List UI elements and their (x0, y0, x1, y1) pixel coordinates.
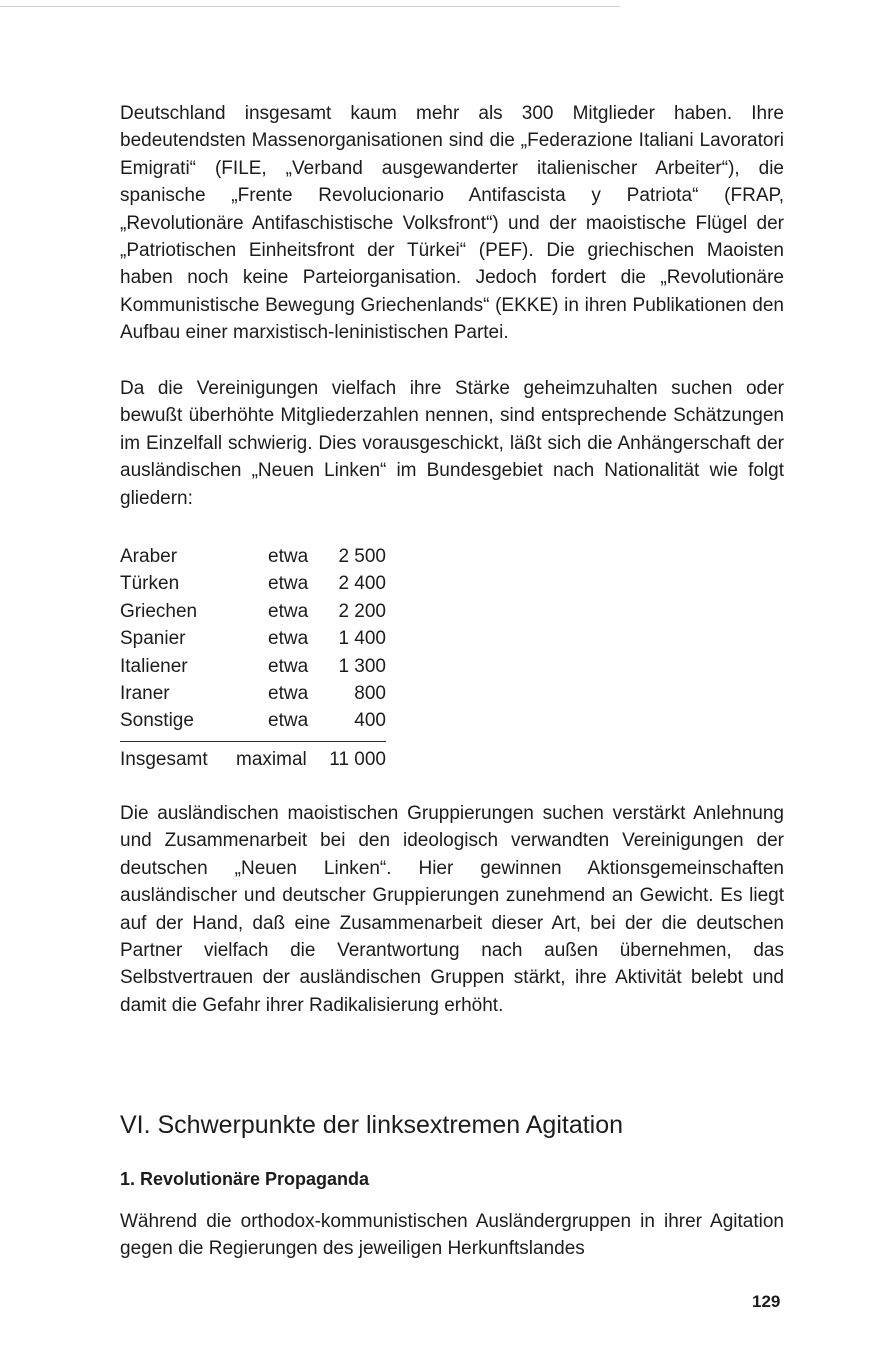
page-number: 129 (752, 1292, 781, 1311)
section-heading: VI. Schwerpunkte der linksextremen Agitation (120, 1111, 624, 1139)
count-cell: 1 400 (338, 628, 386, 650)
table-row (120, 625, 386, 652)
top-scan-edge (0, 6, 620, 7)
paragraph-membership-estimates (120, 375, 784, 512)
table-row (120, 707, 386, 734)
subsection-heading: 1. Revolutionäre Propaganda (120, 1169, 370, 1189)
table-sum-rule (120, 741, 386, 743)
table-row (120, 543, 386, 570)
qualifier-cell: etwa (268, 573, 309, 595)
count-cell: 2 400 (338, 573, 386, 595)
nationality-cell: Spanier (120, 628, 186, 650)
qualifier-cell: etwa (268, 628, 309, 650)
nationality-cell: Iraner (120, 682, 170, 704)
nationality-cell: Sonstige (120, 710, 194, 732)
table-total-row (120, 746, 386, 773)
table-row (120, 570, 386, 597)
paragraph-text: Deutschland insgesamt kaum mehr als 300 Mitglieder haben. Ihre bedeutendsten Massenorganisationen sind die „Federazione Italiani Lavoratori Emigrati“ (FILE, „Verband ausgewanderter italienischer Arbeiter“), die spanische „Frente Revolucionario Antifascista y Patriota“ (FRAP, „Revolutionäre Antifaschistische Volksfront“) und der maoistische Flügel der „Patriotischen Einheitsfront der Türkei“ (PEF). Die griechischen Maoisten haben noch keine Parteiorganisation. Jedoch fordert die „Revolutionäre Kommunistische Bewegung Griechenlands“ (EKKE) in ihren Publikationen den Aufbau einer marxistisch-leninistischen Partei. (120, 103, 784, 344)
paragraph-text: Während die orthodox-kommunistischen Ausländergruppen in ihrer Agitation gegen die Regierungen des jeweiligen Herkunftslandes (120, 1211, 784, 1260)
paragraph-text: Die ausländischen maoistischen Gruppierungen suchen verstärkt Anlehnung und Zusammenarbeit bei den ideologisch verwandten Vereinigungen der deutschen „Neuen Linken“. Hier gewinnen Aktionsgemeinschaften ausländischer und deutscher Gruppierungen zunehmend an Gewicht. Es liegt auf der Hand, daß eine Zusammenarbeit dieser Art, bei der die deutschen Partner vielfach die Verantwortung nach außen übernehmen, das Selbstvertrauen der ausländischen Gruppen stärkt, ihre Aktivität belebt und damit die Gefahr ihrer Radikalisierung erhöht. (120, 803, 784, 1016)
paragraph-maoist-organisations (120, 100, 784, 347)
count-cell: 800 (354, 682, 386, 704)
qualifier-cell: etwa (268, 546, 309, 567)
count-cell: 400 (354, 710, 386, 732)
nationality-cell: Griechen (120, 600, 198, 622)
count-cell: 2 500 (338, 546, 386, 567)
table-row (120, 598, 386, 625)
total-qualifier: maximal (236, 749, 307, 771)
nationality-cell: Italiener (120, 655, 188, 677)
total-count: 11 000 (329, 749, 386, 771)
paragraph-text: Da die Vereinigungen vielfach ihre Stärke geheimzuhalten suchen oder bewußt überhöhte Mitgliederzahlen nennen, sind entsprechende Schätzungen im Einzelfall schwierig. Dies vorausgeschickt, läßt sich die Anhängerschaft der ausländischen „Neuen Linken“ im Bundesgebiet nach Nationalität wie folgt gliedern: (120, 378, 784, 509)
nationality-cell: Araber (120, 546, 178, 567)
qualifier-cell: etwa (268, 710, 309, 732)
table-row (120, 680, 386, 707)
table-row (120, 653, 386, 680)
total-label: Insgesamt (120, 749, 208, 771)
count-cell: 1 300 (338, 655, 386, 677)
qualifier-cell: etwa (268, 682, 309, 704)
nationality-cell: Türken (120, 573, 180, 595)
qualifier-cell: etwa (268, 600, 309, 622)
count-cell: 2 200 (338, 600, 386, 622)
nationality-table (120, 543, 386, 774)
paragraph-cooperation (120, 800, 784, 1019)
qualifier-cell: etwa (268, 655, 309, 677)
paragraph-propaganda (120, 1208, 784, 1263)
